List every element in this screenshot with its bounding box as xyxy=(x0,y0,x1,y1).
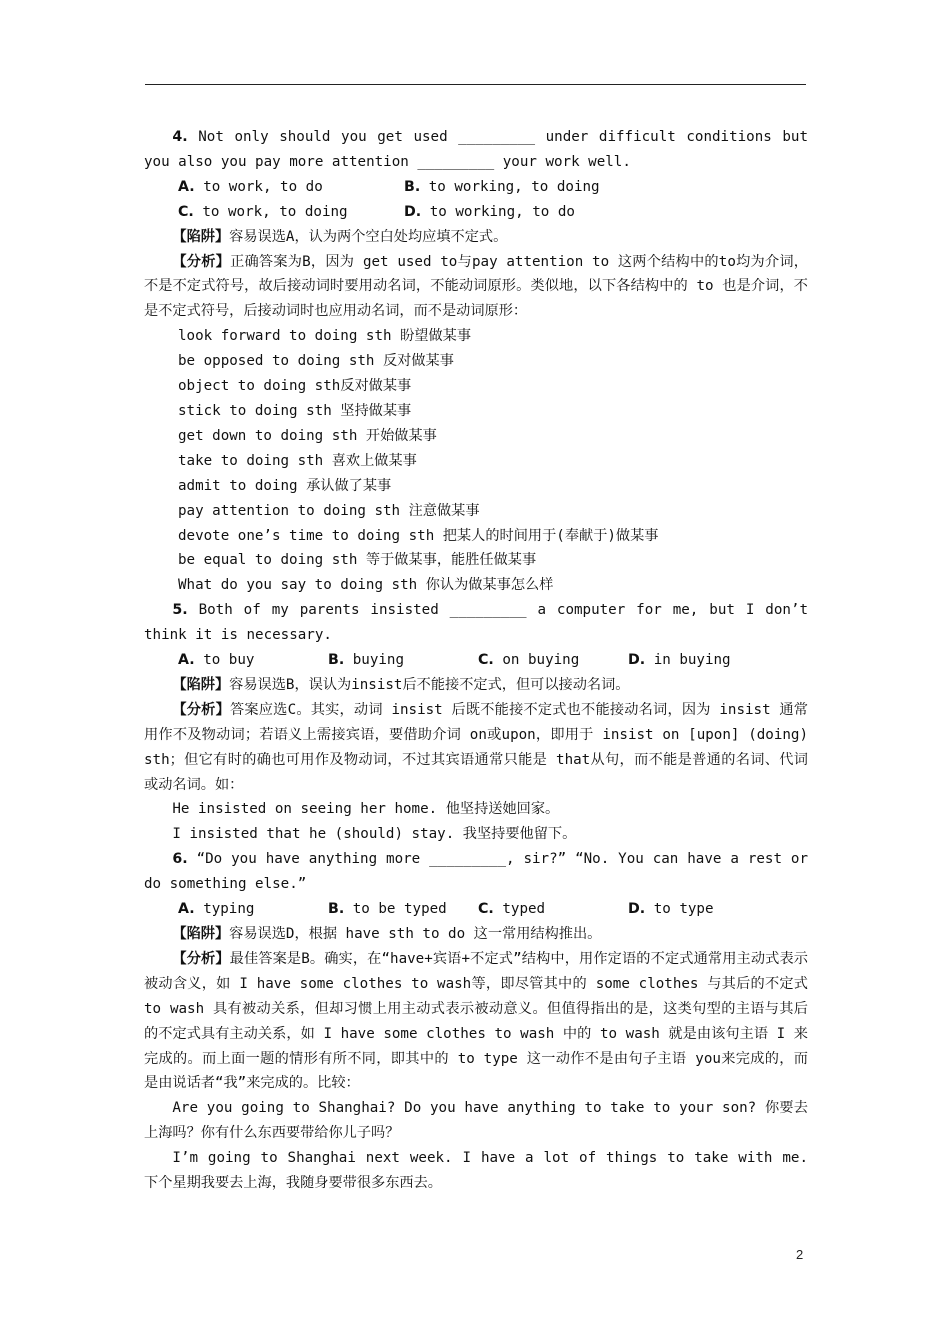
option-c: C. to work, to doing xyxy=(178,203,348,220)
phrase-item: be opposed to doing sth 反对做某事 xyxy=(178,353,454,370)
question-number: 4. xyxy=(172,129,188,145)
option-b: B. buying xyxy=(328,652,405,669)
analysis-note: 【分析】最佳答案是B。确实，在“have+宾语+不定式”结构中，用作定语的不定式通常用主动式表示被动含义，如 I have some clothes to wash等，即尽管其中的 some clothes 与其后的不定式 to wash 具有被动关系，但却习惯上用主动式表示被动意义。但值得指出的是，这类句型的主语与其后的不定式具有主动关系，如 I have some clothes to wash 中的 to wash 就是由该句主语 I 来完成的。而上面一题的情形有所不同，即其中的 to type 这一动作不是由句子主语 you来完成的，而是由说话者“我”来完成的。比较： xyxy=(144,950,808,1092)
options-row xyxy=(144,897,808,922)
question-number: 6. xyxy=(172,851,188,868)
options-row xyxy=(144,648,808,673)
option-b: B. to working, to doing xyxy=(404,178,600,195)
option-a: A. typing xyxy=(178,901,255,918)
phrase-item: be equal to doing sth 等于做某事，能胜任做某事 xyxy=(178,552,537,569)
option-a: A. to buy xyxy=(178,652,255,669)
options-row xyxy=(144,175,808,200)
question-text: Not only should you get used _________ under difficult conditions but xyxy=(198,129,809,145)
phrase-item: object to doing sth反对做某事 xyxy=(178,378,412,395)
option-d: D. in buying xyxy=(628,652,731,669)
question-text: you also you pay more attention _________ your work well. xyxy=(144,153,631,170)
phrase-item: pay attention to doing sth 注意做某事 xyxy=(178,502,480,519)
options-row xyxy=(144,200,808,225)
option-c: C. typed xyxy=(478,901,546,918)
analysis-note: 【分析】正确答案为B，因为 get used to与pay attention to 这两个结构中的to均为介词，不是不定式符号，故后接动词时要用动名词，不能动词原形。类似地，以下各结构中的 to 也是介词，不是不定式符号，后接动词时也应用动名词，而不是动词原形： xyxy=(144,253,808,320)
phrase-item: take to doing sth 喜欢上做某事 xyxy=(178,452,417,469)
analysis-note: 【分析】答案应选C。其实，动词 insist 后既不能接不定式也不能接动名词，因为 insist 通常用作不及物动词；若语义上需接宾语，要借助介词 on或upon，即用于 insist on [upon] (doing) sth；但它有时的确也可用作及物动词，不过其宾语通常只能是 that从句，而不能是普通的名词、代词或动名词。如： xyxy=(144,701,808,793)
question-5 xyxy=(144,598,808,648)
example-sentence: Are you going to Shanghai? Do you have anything to take to your son? 你要去上海吗？你有什么东西要带给你儿子吗？ xyxy=(144,1100,808,1142)
option-a: A. to work, to do xyxy=(178,178,323,195)
example-sentence: I insisted that he (should) stay. 我坚持要他留下。 xyxy=(172,826,577,843)
phrase-item: look forward to doing sth 盼望做某事 xyxy=(178,328,472,345)
option-b: B. to be typed xyxy=(328,901,447,918)
question-4 xyxy=(144,125,808,175)
question-text: Both of my parents insisted _________ a computer for me, but I don’t think it is necessary. xyxy=(144,602,808,644)
phrase-item: stick to doing sth 坚持做某事 xyxy=(178,402,412,419)
trap-note: 【陷阱】容易误选A，认为两个空白处均应填不定式。 xyxy=(172,228,508,245)
example-sentence: He insisted on seeing her home. 他坚持送她回家。 xyxy=(172,801,560,818)
page-number: 2 xyxy=(796,1247,804,1262)
header-rule xyxy=(145,84,806,85)
phrase-item: devote one’s time to doing sth 把某人的时间用于(奉献于)做某事 xyxy=(178,527,659,544)
question-6 xyxy=(144,847,808,897)
phrase-item: get down to doing sth 开始做某事 xyxy=(178,427,437,444)
example-sentence: I’m going to Shanghai next week. I have a lot of things to take with me. 下个星期我要去上海，我随身要带很多东西去。 xyxy=(144,1150,808,1192)
question-text: “Do you have anything more _________, sir?” “No. You can have a rest or do something else.” xyxy=(144,851,808,893)
option-d: D. to type xyxy=(628,901,714,918)
trap-note: 【陷阱】容易误选B，误认为insist后不能接不定式，但可以接动名词。 xyxy=(172,676,630,693)
option-c: C. on buying xyxy=(478,652,580,669)
phrase-item: admit to doing 承认做了某事 xyxy=(178,477,392,494)
question-number: 5. xyxy=(172,602,188,619)
option-d: D. to working, to do xyxy=(404,203,575,220)
trap-note: 【陷阱】容易误选D，根据 have sth to do 这一常用结构推出。 xyxy=(172,926,602,942)
document-body xyxy=(144,125,808,1196)
phrase-item: What do you say to doing sth 你认为做某事怎么样 xyxy=(178,577,554,594)
